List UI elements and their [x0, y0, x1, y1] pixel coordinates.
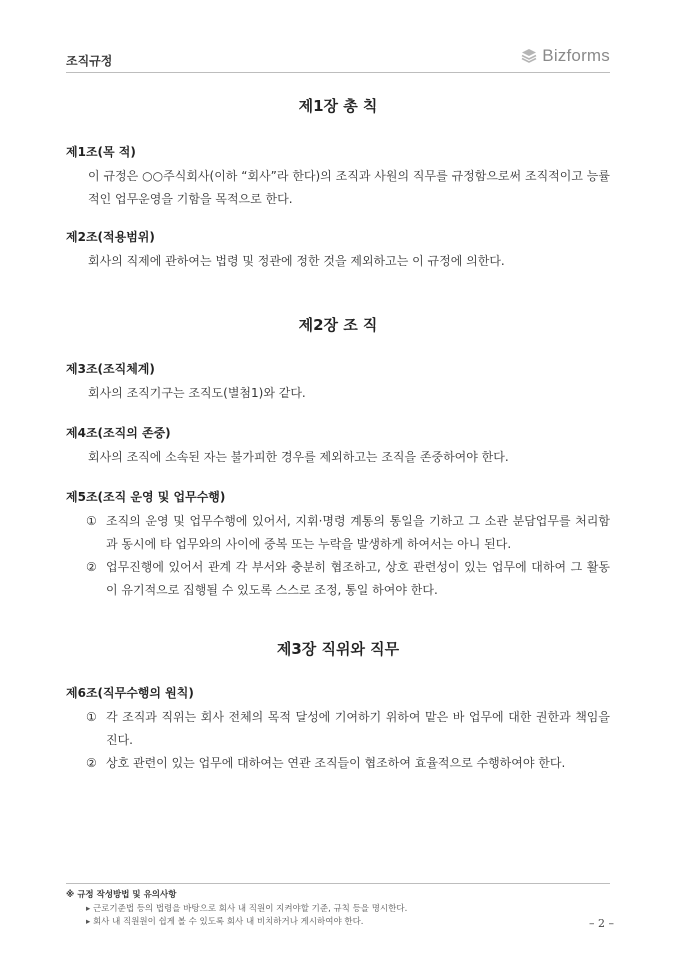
list-item — [86, 752, 610, 775]
item-text: 조직의 운영 및 업무수행에 있어서, 지휘·명령 계통의 통일을 기하고 그 소관 분담업무를 처리함과 동시에 타 업무와의 사이에 중복 또는 누락을 발생하게 하여서는 아니 된다. — [106, 514, 610, 551]
item-number: ② — [86, 756, 97, 770]
footer-note-item: ▸ 회사 내 직원원이 쉽게 볼 수 있도록 회사 내 비치하거나 게시하여야 한다. — [86, 917, 364, 927]
article-title: 제1조(목 적) — [66, 145, 136, 159]
footer-notes — [66, 883, 610, 929]
page-header — [66, 44, 610, 73]
article-4 — [66, 424, 610, 469]
article-text: 이 규정은 ○○주식회사(이하 “회사”라 한다)의 조직과 사원의 직무를 규정함으로써 조직적이고 능률적인 업무운영을 기함을 목적으로 한다. — [88, 169, 610, 206]
item-text: 상호 관련이 있는 업무에 대하여는 연관 조직들이 협조하여 효율적으로 수행하여야 한다. — [106, 756, 566, 770]
article-3 — [66, 360, 610, 405]
item-text: 업무진행에 있어서 관계 각 부서와 충분히 협조하고, 상호 관련성이 있는 업무에 대하여 그 활동이 유기적으로 집행될 수 있도록 스스로 조정, 통일 하여야 한다. — [106, 560, 610, 597]
item-number: ② — [86, 560, 97, 574]
article-6 — [66, 684, 610, 775]
list-item — [86, 510, 610, 556]
article-text: 회사의 직제에 관하여는 법령 및 정관에 정한 것을 제외하고는 이 규정에 의한다. — [88, 254, 505, 268]
stacked-layers-icon — [521, 48, 537, 64]
list-item — [86, 556, 610, 602]
document-title: 조직규정 — [66, 54, 113, 68]
article-text: 회사의 조직에 소속된 자는 불가피한 경우를 제외하고는 조직을 존중하여야 한다. — [88, 450, 509, 464]
article-2 — [66, 228, 610, 273]
item-number: ① — [86, 710, 97, 724]
item-text: 각 조직과 직위는 회사 전체의 목적 달성에 기여하기 위하여 맡은 바 업무에 대한 권한과 책임을 진다. — [106, 710, 610, 747]
article-title: 제3조(조직체계) — [66, 362, 155, 376]
chapter-title-1: 제1장 총 칙 — [298, 97, 378, 115]
brand-logo — [521, 46, 610, 66]
article-title: 제5조(조직 운영 및 업무수행) — [66, 490, 226, 504]
page-number: – 2 – — [589, 917, 614, 930]
article-text: 회사의 조직기구는 조직도(별첨1)와 같다. — [88, 386, 306, 400]
article-title: 제2조(적용범위) — [66, 230, 155, 244]
footer-note-title: ※ 규정 작성방법 및 유의사항 — [66, 890, 177, 900]
article-1 — [66, 143, 610, 211]
list-item — [86, 706, 610, 752]
item-number: ① — [86, 514, 97, 528]
brand-name: Bizforms — [542, 46, 610, 65]
footer-note-item: ▸ 근로기준법 등의 법령을 바탕으로 회사 내 직원이 지켜야할 기준, 규칙 등을 명시한다. — [86, 904, 408, 914]
article-title: 제4조(조직의 존중) — [66, 426, 171, 440]
chapter-title-3: 제3장 직위와 직무 — [276, 640, 400, 658]
article-5 — [66, 488, 610, 602]
article-title: 제6조(직무수행의 원칙) — [66, 686, 194, 700]
chapter-title-2: 제2장 조 직 — [298, 316, 378, 334]
